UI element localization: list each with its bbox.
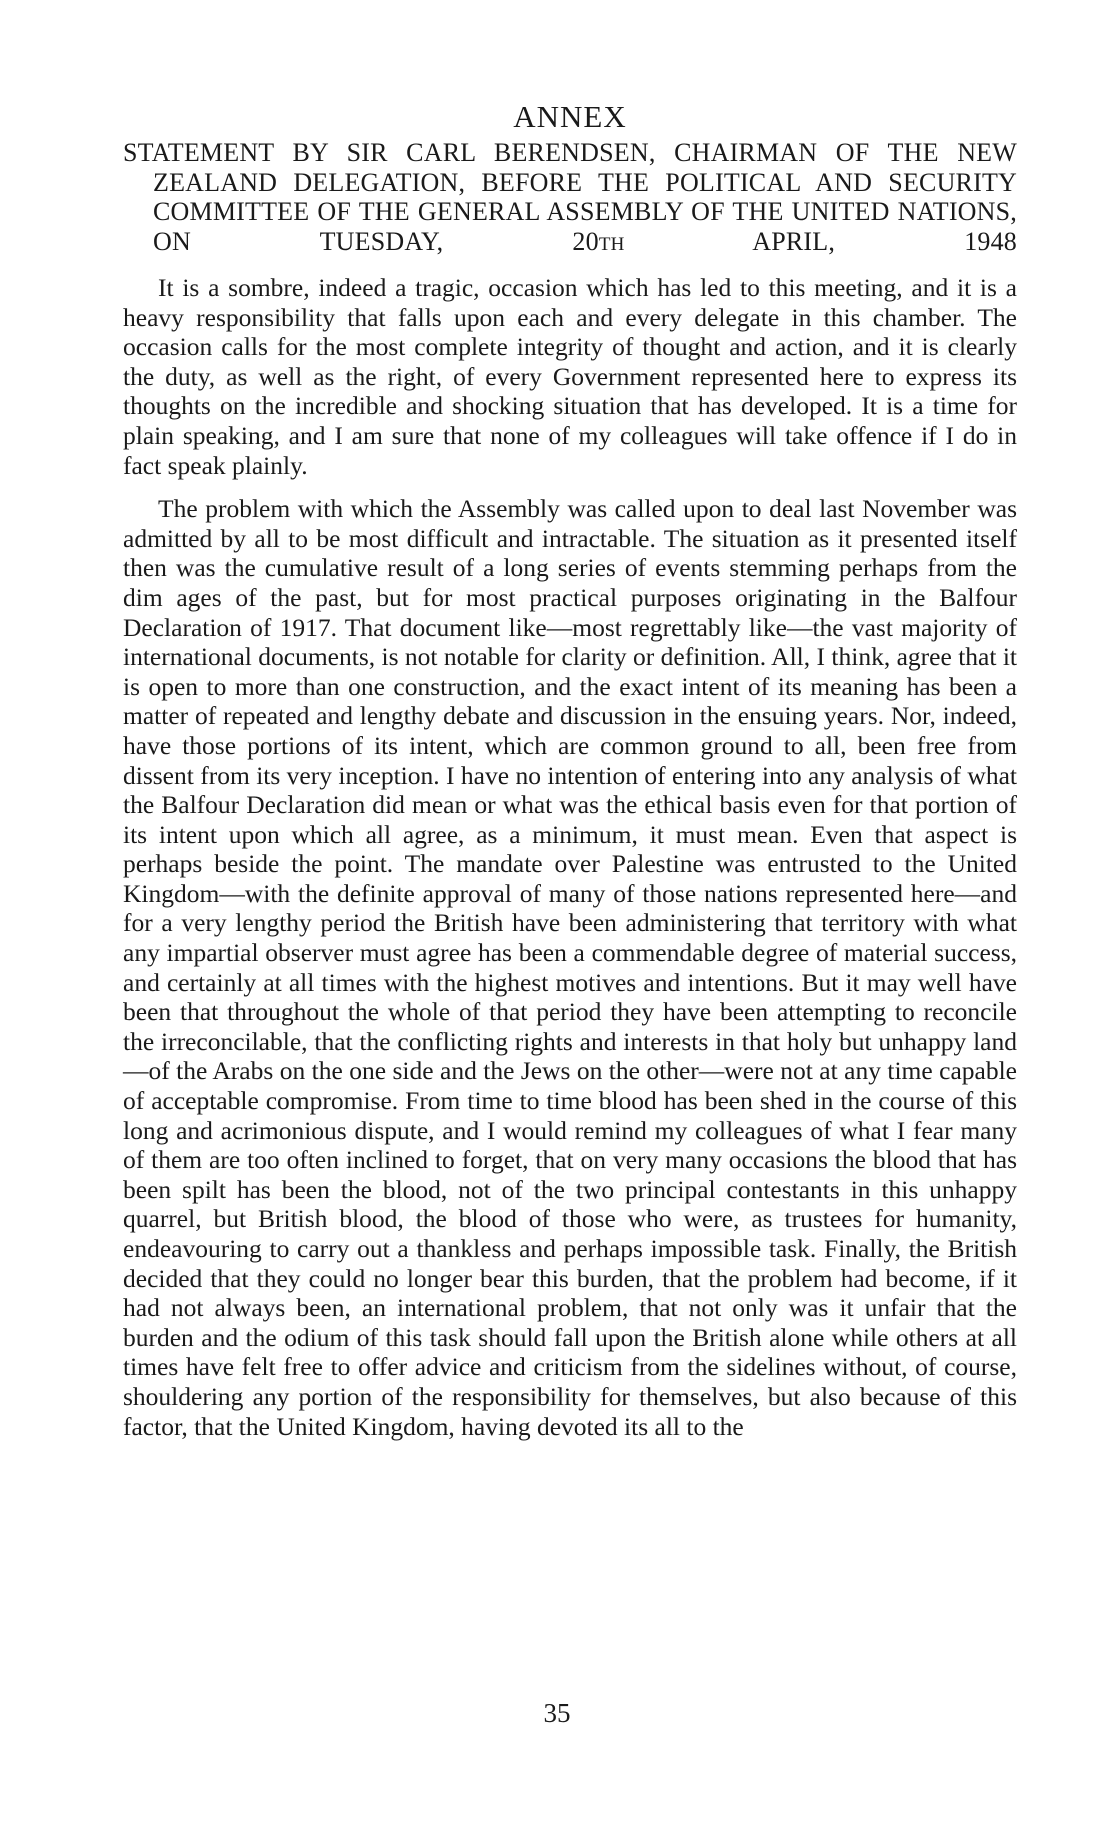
- page-number: 35: [543, 1698, 571, 1728]
- paragraph-2: The problem with which the Assembly was called upon to deal last November was admitted by all to be most difficult and intractable. The situation as it presented itself then was the cumulative result of a long series of events stemming perhaps from the dim ages of the past, but for most practical purposes originating in the Balfour Declaration of 1917. That document like—most regrettably like—the vast majority of international documents, is not notable for clarity or definition. All, I think, agree that it is open to more than one construction, and the exact intent of its meaning has been a matter of repeated and lengthy debate and discussion in the ensuing years. Nor, indeed, have those portions of its intent, which are common ground to all, been free from dissent from its very inception. I have no intention of entering into any analysis of what the Balfour Declaration did mean or what was the ethical basis even for that portion of its intent upon which all agree, as a minimum, it must mean. Even that aspect is perhaps beside the point. The mandate over Palestine was entrusted to the United Kingdom—with the definite approval of many of those nations represented here—and for a very lengthy period the British have been administering that territory with what any impartial observer must agree has been a commendable degree of material success, and certainly at all times with the highest motives and intentions. But it may well have been that throughout the whole of that period they have been attempting to reconcile the irreconcilable, that the conflicting rights and interests in that holy but unhappy land—of the Arabs on the one side and the Jews on the other—were not at any time capable of acceptable compromise. From time to time blood has been shed in the course of this long and acrimonious dispute, and I would remind my colleagues of what I fear many of them are too often inclined to forget, that on very many occasions the blood that has been spilt has been the blood, not of the two principal contestants in this unhappy quarrel, but British blood, the blood of those who were, as trustees for humanity, endeavouring to carry out a thankless and perhaps impossible task. Finally, the British decided that they could no longer bear this burden, that the problem had become, if it had not always been, an international problem, that not only was it unfair that the burden and the odium of this task should fall upon the British alone while others at all times have felt free to offer advice and criticism from the sidelines without, of course, shouldering any portion of the responsibility for themselves, but also because of this factor, that the United Kingdom, having devoted its all to the: [123, 494, 1017, 1441]
- paragraph-1: It is a sombre, indeed a tragic, occasion which has led to this meeting, and it is a heavy responsibility that falls upon each and every delegate in this chamber. The occasion calls for the most complete integrity of thought and action, and it is clearly the duty, as well as the right, of every Government represented here to express its thoughts on the incredible and shocking situation that has developed. It is a time for plain speaking, and I am sure that none of my colleagues will take offence if I do in fact speak plainly.: [123, 273, 1017, 480]
- heading-main-text: STATEMENT BY SIR CARL BERENDSEN, CHAIRMAN OF THE NEW ZEALAND DELEGATION, BEFORE THE POLITICAL AND SECURITY COMMITTEE OF THE GENERAL ASSEMBLY OF THE UNITED NATIONS, ON TUESDAY, 20: [123, 138, 1017, 256]
- document-page: [123, 98, 1017, 1455]
- statement-heading: [123, 138, 1017, 259]
- annex-title: ANNEX: [513, 99, 627, 134]
- heading-date-tail: APRIL, 1948: [624, 226, 1017, 256]
- heading-superscript: TH: [598, 233, 625, 255]
